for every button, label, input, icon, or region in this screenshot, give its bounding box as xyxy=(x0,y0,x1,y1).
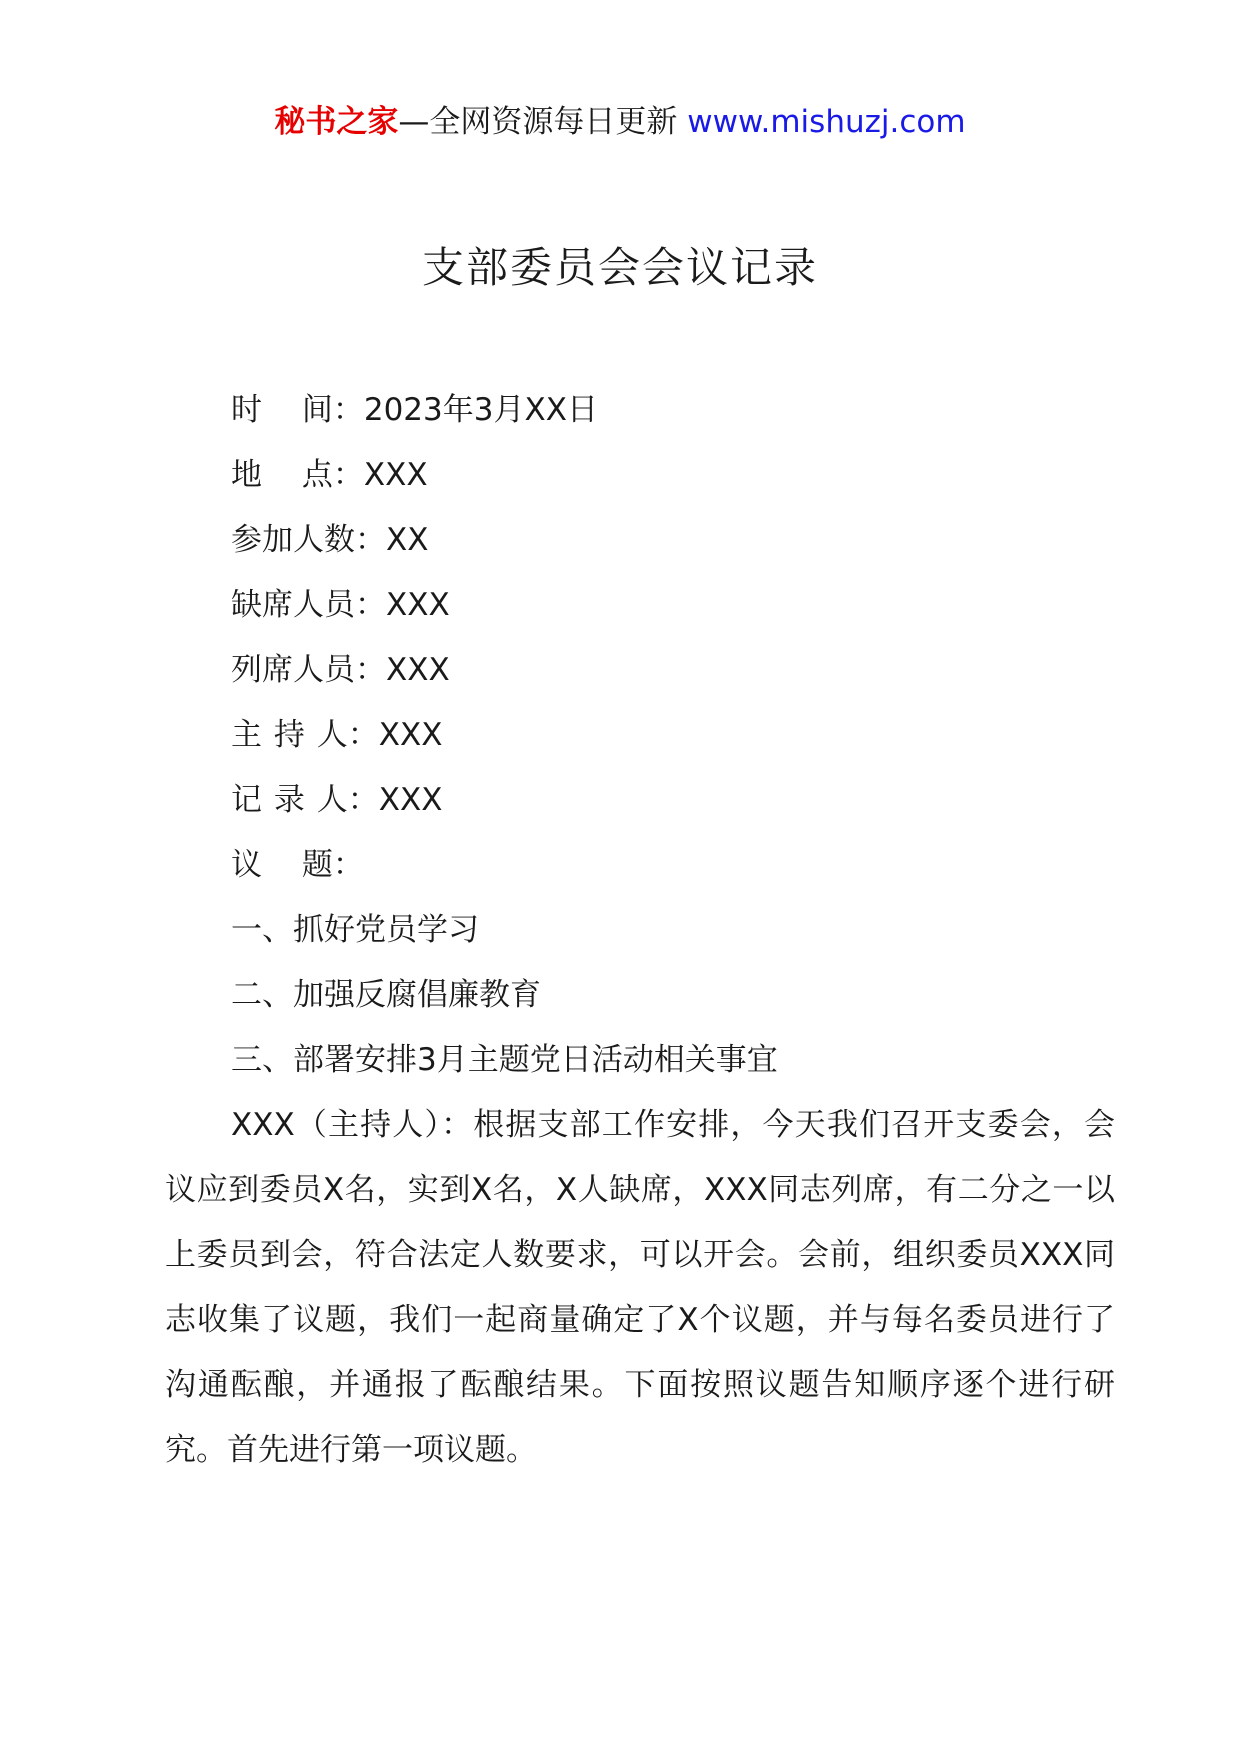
brand-name: 秘书之家 xyxy=(274,104,399,140)
meeting-topics-heading xyxy=(165,833,1115,898)
host-label: 主 持 人： xyxy=(231,717,379,753)
meeting-time xyxy=(165,378,1115,443)
document-header xyxy=(0,100,1240,144)
absent-label: 缺席人员： xyxy=(231,587,386,623)
time-label: 时 间： xyxy=(231,392,364,428)
topics-label: 议 题： xyxy=(231,847,364,883)
meeting-absent xyxy=(165,573,1115,638)
time-value: 2023年3月XX日 xyxy=(363,392,598,428)
place-label: 地 点： xyxy=(231,457,364,493)
place-value: XXX xyxy=(363,457,428,493)
header-tagline: —全网资源每日更新 xyxy=(398,104,678,140)
observers-value: XXX xyxy=(386,652,450,688)
recorder-value: XXX xyxy=(378,782,443,818)
meeting-place xyxy=(165,443,1115,508)
site-url-link[interactable]: www.mishuzj.com xyxy=(687,104,966,140)
host-value: XXX xyxy=(378,717,443,753)
observers-label: 列席人员： xyxy=(231,652,386,688)
meeting-recorder xyxy=(165,768,1115,833)
attendees-label: 参加人数： xyxy=(231,522,386,558)
meeting-observers xyxy=(165,638,1115,703)
recorder-label: 记 录 人： xyxy=(231,782,379,818)
document-body xyxy=(165,378,1115,1483)
meeting-attendees xyxy=(165,508,1115,573)
topic-item: 一、抓好党员学习 xyxy=(231,912,479,948)
topic-item: 三、部署安排3月主题党日活动相关事宜 xyxy=(231,1042,778,1078)
absent-value: XXX xyxy=(386,587,450,623)
meeting-host xyxy=(165,703,1115,768)
page-title: 支部委员会会议记录 xyxy=(421,243,818,292)
host-opening-paragraph: XXX（主持人）：根据支部工作安排，今天我们召开支委会，会议应到委员X名，实到X名，X人缺席，XXX同志列席，有二分之一以上委员到会，符合法定人数要求，可以开会。会前，组织委员XXX同志收集了议题，我们一起商量确定了X个议题，并与每名委员进行了沟通酝酿，并通报了酝酿结果。下面按照议题告知顺序逐个进行研究。首先进行第一项议题。 xyxy=(165,1107,1115,1468)
topic-item: 二、加强反腐倡廉教育 xyxy=(231,977,541,1013)
attendees-value: XX xyxy=(386,522,429,558)
